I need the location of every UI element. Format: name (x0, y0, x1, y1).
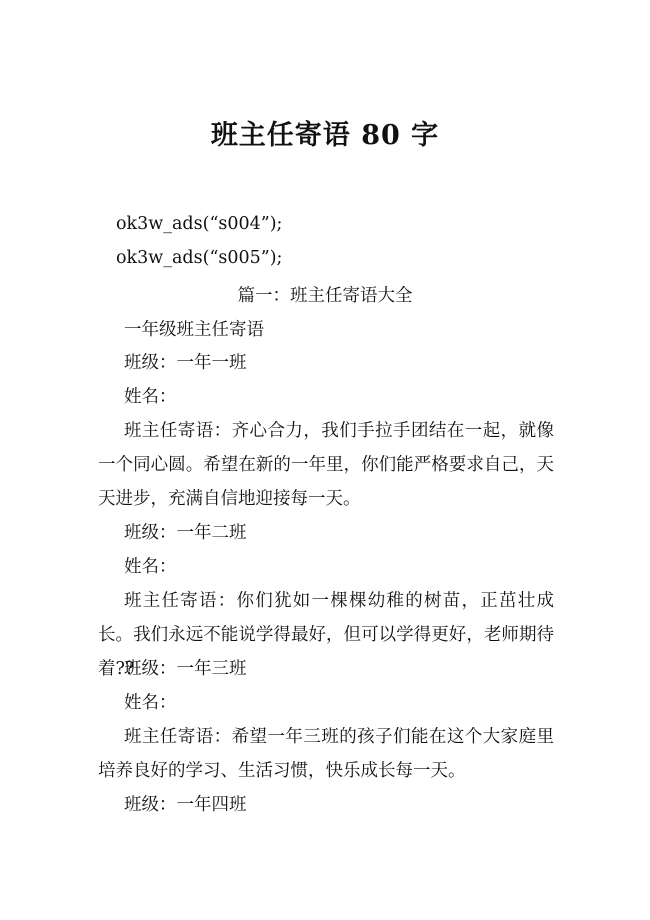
class-line: 班级：一年二班 (124, 523, 247, 543)
teacher-message: 班主任寄语：你们犹如一棵棵幼稚的树苗，正茁壮成长。我们永远不能说学得最好，但可以学得更好，老师期待着?? (98, 591, 554, 679)
subheading: 一年级班主任寄语 (124, 320, 264, 340)
page-title: 班主任寄语 80 字 (210, 120, 440, 151)
name-line: 姓名： (124, 693, 177, 713)
ad-code-line: ok3w_ads(“s004”); (116, 214, 283, 234)
ad-code-line: ok3w_ads(“s005”); (116, 248, 283, 268)
teacher-message: 班主任寄语：齐心合力，我们手拉手团结在一起，就像一个同心圆。希望在新的一年里，你们能严格要求自己，天天进步，充满自信地迎接每一天。 (98, 421, 554, 509)
name-line: 姓名： (124, 387, 177, 407)
class-line: 班级：一年三班 (124, 659, 247, 679)
class-line: 班级：一年四班 (124, 795, 247, 815)
class-line: 班级：一年一班 (124, 353, 247, 373)
teacher-message: 班主任寄语：希望一年三班的孩子们能在这个大家庭里培养良好的学习、生活习惯，快乐成长每一天。 (98, 727, 554, 781)
name-line: 姓名： (124, 557, 177, 577)
section-heading: 篇一：班主任寄语大全 (237, 286, 413, 306)
